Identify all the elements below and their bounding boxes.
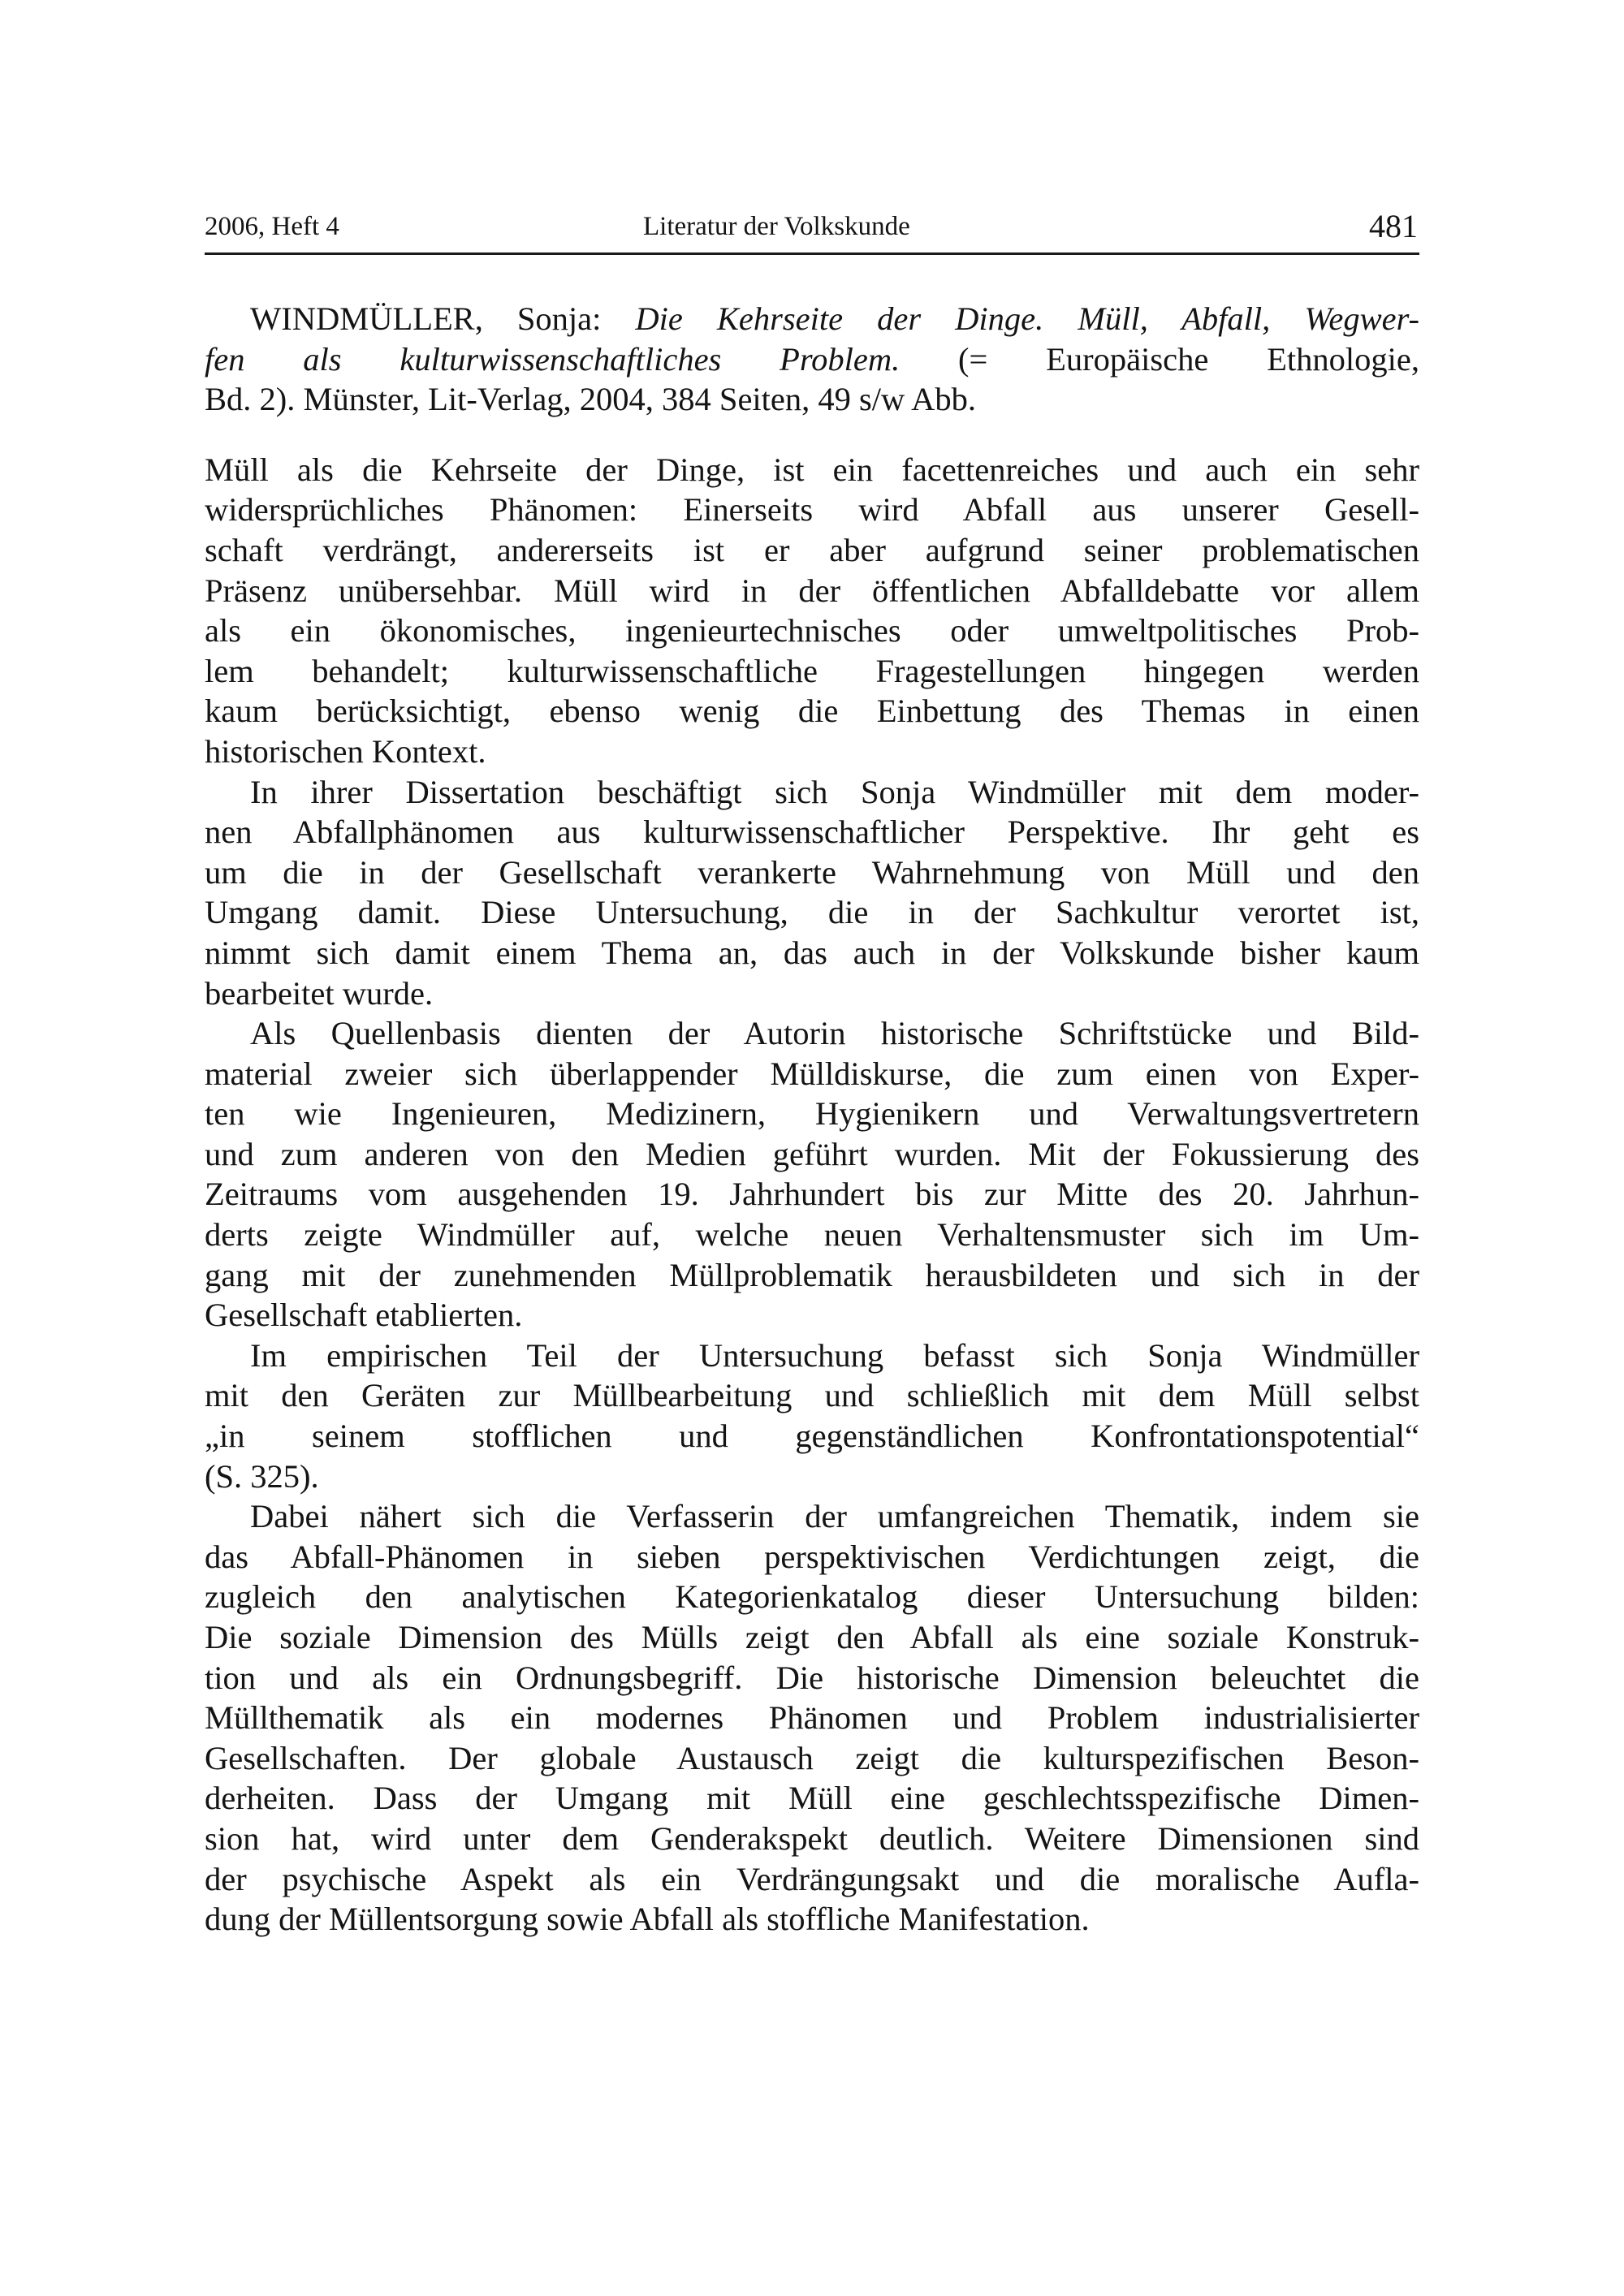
paragraph — [205, 1013, 1419, 1336]
text-line: Als Quellenbasis dienten der Autorin historische Schriftstücke und Bild- — [250, 1015, 1419, 1052]
paragraph — [205, 450, 1419, 772]
text-line: derheiten. Dass der Umgang mit Müll eine geschlechtsspezifische Dimen- — [205, 1780, 1419, 1817]
text-line: material zweier sich überlappender Mülldiskurse, die zum einen von Exper- — [205, 1055, 1419, 1092]
text-line: historischen Kontext. — [205, 732, 486, 770]
text-line: zugleich den analytischen Kategorienkatalog dieser Untersuchung bilden: — [205, 1578, 1419, 1616]
text-line: Umgang damit. Diese Untersuchung, die in der Sachkultur verortet ist, — [205, 894, 1419, 931]
page-number: 481 — [1369, 208, 1418, 244]
text-line: dung der Müllentsorgung sowie Abfall als stoffliche Manifestation. — [205, 1901, 1090, 1938]
text-line: (S. 325). — [205, 1457, 319, 1495]
text-line: der psychische Aspekt als ein Verdrängungsakt und die moralische Aufla- — [205, 1860, 1419, 1897]
text-line: schaft verdrängt, andererseits ist er aber aufgrund seiner problematischen — [205, 531, 1419, 568]
text-line: bearbeitet wurde. — [205, 974, 434, 1012]
text-line: Dabei nähert sich die Verfasserin der umfangreichen Thematik, indem sie — [250, 1498, 1419, 1535]
text-line: Müllthematik als ein modernes Phänomen und Problem industrialisierter — [205, 1699, 1419, 1737]
text-line: derts zeigte Windmüller auf, welche neuen Verhaltensmuster sich im Um- — [205, 1216, 1419, 1254]
header-rule — [205, 252, 1419, 255]
text-line: Die soziale Dimension des Mülls zeigt den Abfall als eine soziale Konstruk- — [205, 1619, 1419, 1655]
text-line: Gesellschaft etablierten. — [205, 1297, 523, 1334]
bibliographic-citation — [205, 299, 1419, 420]
text-line: nen Abfallphänomen aus kulturwissenschaftlicher Perspektive. Ihr geht es — [205, 814, 1419, 851]
citation-title: Die Kehrseite der Dinge. Müll, Abfall, Wegwer- — [635, 300, 1419, 337]
text-line: um die in der Gesellschaft verankerte Wahrnehmung von Müll und den — [205, 853, 1419, 891]
text-line: nimmt sich damit einem Thema an, das auch in der Volkskunde bisher kaum — [205, 934, 1419, 971]
citation-line-3: Bd. 2). Münster, Lit-Verlag, 2004, 384 Seiten, 49 s/w Abb. — [205, 381, 977, 418]
citation-line-2 — [205, 339, 1419, 380]
text-line: und zum anderen von den Medien geführt wurden. Mit der Fokussierung des — [205, 1135, 1419, 1172]
text-line: kaum berücksichtigt, ebenso wenig die Einbettung des Themas in einen — [205, 693, 1419, 730]
text-line: Gesellschaften. Der globale Austausch zeigt die kulturspezifischen Beson- — [205, 1739, 1419, 1776]
text-line: Im empirischen Teil der Untersuchung befasst sich Sonja Windmüller — [250, 1336, 1419, 1374]
text-line: gang mit der zunehmenden Müllproblematik herausbildeten und sich in der — [205, 1256, 1419, 1293]
paragraph — [205, 1496, 1419, 1940]
running-head — [205, 206, 1419, 247]
journal-section-title: Literatur der Volkskunde — [643, 212, 910, 241]
section-gap — [205, 420, 1419, 450]
text-line: „in seinem stofflichen und gegenständlichen Konfrontationspotential“ — [205, 1418, 1419, 1455]
citation-series: (= Europäische Ethnologie, — [900, 340, 1419, 378]
text-line: das Abfall-Phänomen in sieben perspektivischen Verdichtungen zeigt, die — [205, 1538, 1419, 1575]
text-line: tion und als ein Ordnungsbegriff. Die historische Dimension beleuchtet die — [205, 1659, 1419, 1696]
paragraph — [205, 772, 1419, 1014]
paragraph — [205, 1336, 1419, 1496]
text-line: sion hat, wird unter dem Genderakspekt deutlich. Weitere Dimensionen sind — [205, 1819, 1419, 1857]
review-paragraphs — [205, 450, 1419, 1940]
text-line: mit den Geräten zur Müllbearbeitung und schließlich mit dem Müll selbst — [205, 1377, 1419, 1414]
issue-label: 2006, Heft 4 — [205, 212, 339, 241]
text-line: Präsenz unübersehbar. Müll wird in der öffentlichen Abfalldebatte vor allem — [205, 572, 1419, 609]
text-line: widersprüchliches Phänomen: Einerseits wird Abfall aus unserer Gesell- — [205, 491, 1419, 529]
citation-author: WINDMÜLLER, Sonja: — [250, 300, 636, 337]
text-line: lem behandelt; kulturwissenschaftliche Fragestellungen hingegen werden — [205, 652, 1419, 689]
citation-line-1 — [205, 299, 1419, 339]
text-line: als ein ökonomisches, ingenieurtechnisches oder umweltpolitisches Prob- — [205, 612, 1419, 650]
citation-title-cont: fen als kulturwissenschaftliches Problem. — [205, 340, 901, 378]
text-line: ten wie Ingenieuren, Medizinern, Hygienikern und Verwaltungsvertretern — [205, 1095, 1419, 1133]
review-body — [205, 299, 1419, 1940]
text-line: Zeitraums vom ausgehenden 19. Jahrhundert bis zur Mitte des 20. Jahrhun- — [205, 1176, 1419, 1213]
text-line: Müll als die Kehrseite der Dinge, ist ein facettenreiches und auch ein sehr — [205, 451, 1419, 488]
text-line: In ihrer Dissertation beschäftigt sich Sonja Windmüller mit dem moder- — [250, 773, 1419, 810]
